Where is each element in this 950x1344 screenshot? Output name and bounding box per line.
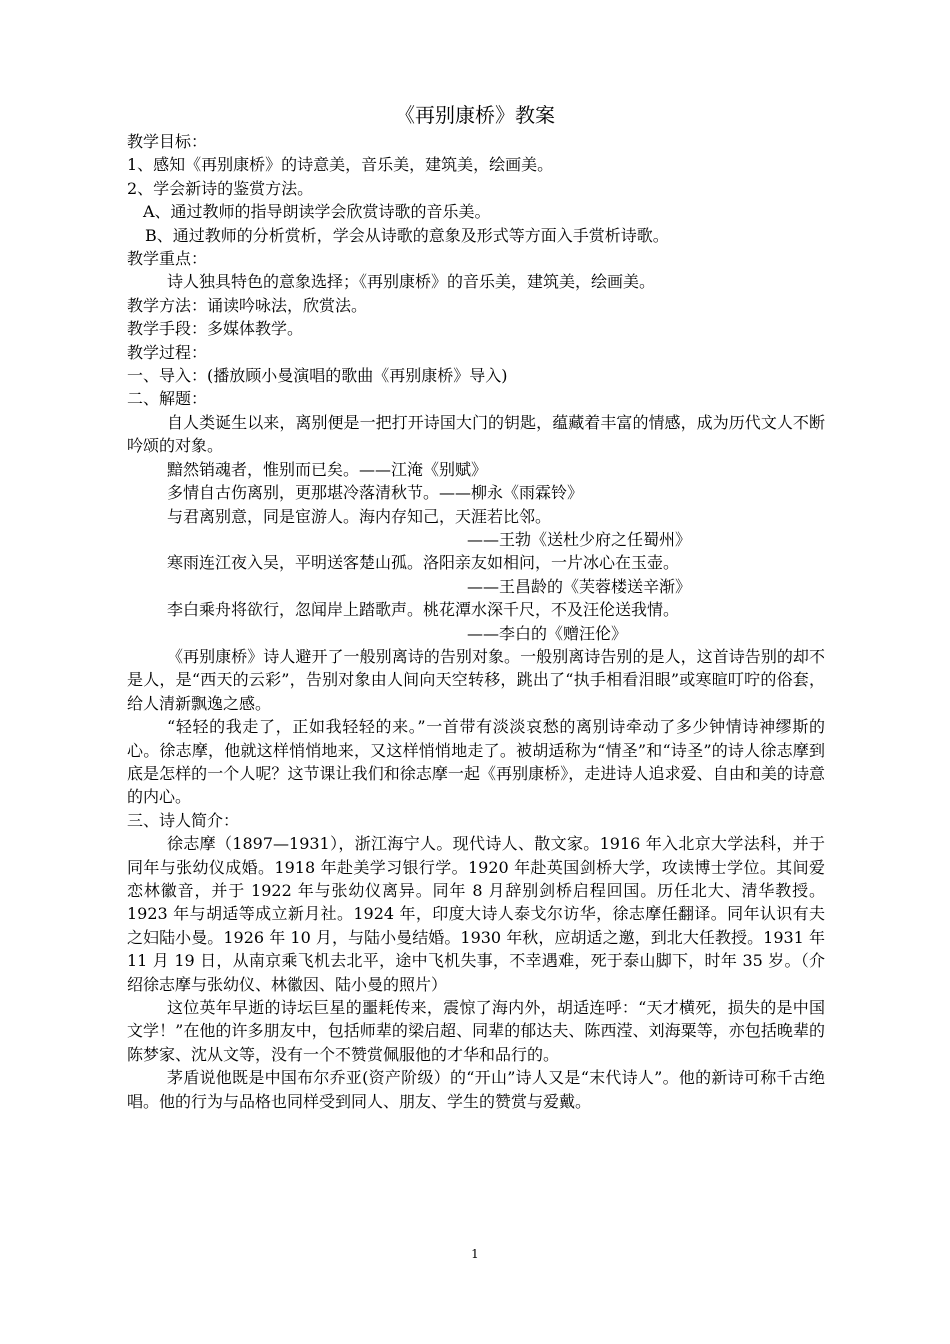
quote-1: 黯然销魂者，惟别而已矣。——江淹《别赋》 <box>167 459 488 479</box>
death-paragraph: 这位英年早逝的诗坛巨星的噩耗传来，震惊了海内外，胡适连呼：“天才横死，损失的是中国文学！”在他的许多朋友中，包括师辈的梁启超、同辈的郁达夫、陈西滢、刘海粟等，亦包括晚辈的陈梦家、沈从文等，没有一个不赞赏佩服他的才华和品行的。 <box>127 998 825 1064</box>
document-body <box>127 130 825 1113</box>
quote-5: 李白乘舟将欲行，忽闻岸上踏歌声。桃花潭水深千尺，不及汪伦送我情。 <box>167 600 680 620</box>
step-2-title: 二、解题： <box>127 389 208 409</box>
intro-paragraph: 自人类诞生以来，离别便是一把打开诗国大门的钥匙，蕴藏着丰富的情感，成为历代文人不断吟颂的对象。 <box>127 412 825 456</box>
quote-2: 多情自古伤离别，更那堪冷落清秋节。——柳永《雨霖铃》 <box>167 483 584 503</box>
page-number: 1 <box>471 1247 479 1261</box>
teaching-means: 教学手段：多媒体教学。 <box>127 319 304 339</box>
bio-paragraph: 徐志摩（1897—1931），浙江海宁人。现代诗人、散文家。1916 年入北京大学法科，并于同年与张幼仪成婚。1918 年赴美学习银行学。1920 年赴英国剑桥大学，攻读博士学位。其间爱恋林徽音，并于 1922 年与张幼仪离异。同年 8 月辞别剑桥启程回国。历任北大、清华教授。1923 年与胡适等成立新月社。1924 年，印度大诗人泰戈尔访华，徐志摩任翻译。同年认识有夫之妇陆小曼。1926 年 10 月，与陆小曼结婚。1930 年秋，应胡适之邀，到北大任教授。1931 年 11 月 19 日，从南京乘飞机去北平，途中飞机失事，不幸遇难，死于泰山脚下，时年 35 岁。（介绍徐志摩与张幼仪、林徽因、陆小曼的照片） <box>127 834 825 994</box>
quote-5-source: ——李白的《赠汪伦》 <box>467 623 628 643</box>
quote-4-source: ——王昌龄的《芙蓉楼送辛渐》 <box>467 576 692 596</box>
quiet-paragraph: “轻轻的我走了，正如我轻轻的来。”一首带有淡淡哀愁的离别诗牵动了多少钟情诗神缪斯的心。徐志摩，他就这样悄悄地来，又这样悄悄地走了。被胡适称为“情圣”和“诗圣”的诗人徐志摩到底是怎样的一个人呢？这节课让我们和徐志摩一起《再别康桥》，走进诗人追求爱、自由和美的诗意的内心。 <box>127 717 825 807</box>
quote-3: 与君离别意，同是宦游人。海内存知己，天涯若比邻。 <box>167 506 552 526</box>
goal-1: 1、感知《再别康桥》的诗意美，音乐美，建筑美，绘画美。 <box>127 155 554 175</box>
farewell-paragraph: 《再别康桥》诗人避开了一般别离诗的告别对象。一般别离诗告别的是人，这首诗告别的却不是人，是“西天的云彩”，告别对象由人间向天空转移，跳出了“执手相看泪眼”或寒暄叮咛的俗套，给人清新飘逸之感。 <box>127 646 825 713</box>
goal-2a: A、通过教师的指导朗读学会欣赏诗歌的音乐美。 <box>143 202 491 222</box>
goal-2b: B、通过教师的分析赏析，学会从诗歌的意象及形式等方面入手赏析诗歌。 <box>145 225 669 245</box>
document-title: 《再别康桥》教案 <box>395 103 555 127</box>
maodun-paragraph: 茅盾说他既是中国布尔乔亚(资产阶级）的“开山”诗人又是“末代诗人”。他的新诗可称千古绝唱。他的行为与品格也同样受到同人、朋友、学生的赞赏与爱戴。 <box>127 1068 825 1111</box>
goal-2: 2、学会新诗的鉴赏方法。 <box>127 178 314 198</box>
quote-3-source: ——王勃《送杜少府之任蜀州》 <box>467 529 692 549</box>
step-1-intro: 一、导入：(播放顾小曼演唱的歌曲《再别康桥》导入) <box>127 366 508 386</box>
step-3-title: 三、诗人简介： <box>127 810 240 830</box>
quote-4: 寒雨连江夜入吴，平明送客楚山孤。洛阳亲友如相问，一片冰心在玉壶。 <box>167 553 680 573</box>
process-heading: 教学过程： <box>127 342 208 362</box>
goals-heading: 教学目标： <box>127 132 208 151</box>
focus-text: 诗人独具特色的意象选择；《再别康桥》的音乐美，建筑美，绘画美。 <box>167 272 656 292</box>
focus-heading: 教学重点： <box>127 249 208 269</box>
teaching-method: 教学方法：诵读吟咏法，欣赏法。 <box>127 295 368 315</box>
